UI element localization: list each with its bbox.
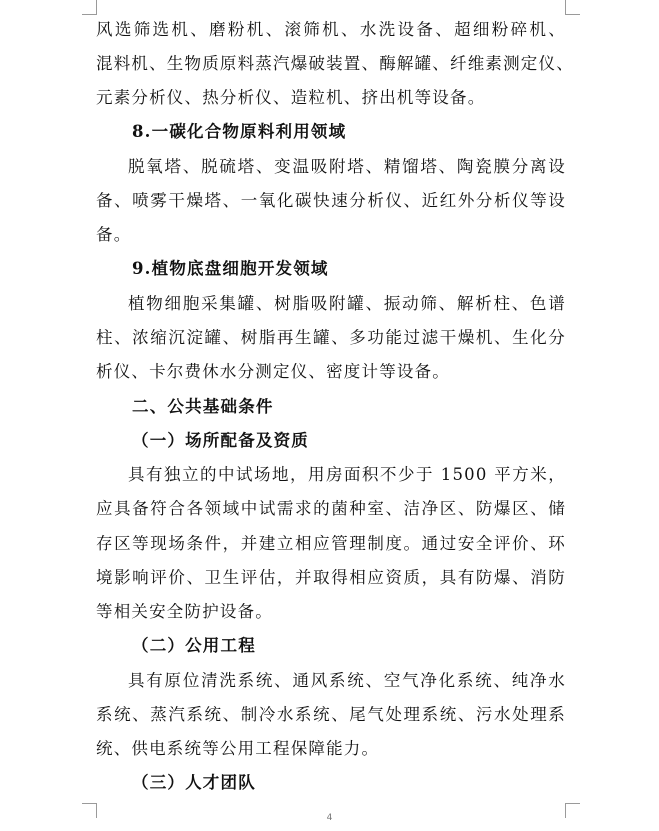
section-heading: 二、公共基础条件	[132, 397, 274, 416]
subsection-heading: （二）公用工程	[132, 636, 256, 655]
text-line: 风选筛选机、磨粉机、滚筛机、水洗设备、超细粉碎机、	[96, 20, 566, 39]
text-line: 备。	[96, 225, 132, 244]
subsection-heading: （一）场所配备及资质	[132, 431, 309, 450]
text-line: 植物细胞采集罐、树脂吸附罐、振动筛、解析柱、色谱	[128, 294, 566, 313]
text-line: 混料机、生物质原料蒸汽爆破装置、酶解罐、纤维素测定仪、	[96, 54, 574, 73]
section-heading: 9.植物底盘细胞开发领域	[132, 259, 329, 278]
text-line: 脱氧塔、脱硫塔、变温吸附塔、精馏塔、陶瓷膜分离设	[128, 157, 566, 176]
text-line: 境影响评价、卫生评估，并取得相应资质，具有防爆、消防	[96, 568, 566, 587]
text-line: 应具备符合各领域中试需求的菌种室、洁净区、防爆区、储	[96, 499, 566, 518]
crop-mark-top-right	[565, 0, 580, 15]
text-line: 具有原位清洗系统、通风系统、空气净化系统、纯净水	[128, 671, 566, 690]
subsection-heading: （三）人才团队	[132, 773, 256, 792]
text-line: 等相关安全防护设备。	[96, 602, 273, 621]
crop-mark-top-left	[82, 0, 97, 15]
text-line: 存区等现场条件，并建立相应管理制度。通过安全评价、环	[96, 534, 566, 553]
text-line: 柱、浓缩沉淀罐、树脂再生罐、多功能过滤干燥机、生化分	[96, 328, 566, 347]
section-heading: 8.一碳化合物原料利用领域	[132, 122, 347, 141]
text-line: 统、供电系统等公用工程保障能力。	[96, 739, 380, 758]
text-line: 备、喷雾干燥塔、一氧化碳快速分析仪、近红外分析仪等设	[96, 191, 566, 210]
text-line: 具有独立的中试场地，用房面积不少于 1500 平方米，	[128, 465, 566, 484]
text-line: 析仪、卡尔费休水分测定仪、密度计等设备。	[96, 362, 450, 381]
text-line: 元素分析仪、热分析仪、造粒机、挤出机等设备。	[96, 88, 486, 107]
text-line: 系统、蒸汽系统、制冷水系统、尾气处理系统、污水处理系	[96, 705, 566, 724]
page-number: 4	[326, 813, 333, 823]
